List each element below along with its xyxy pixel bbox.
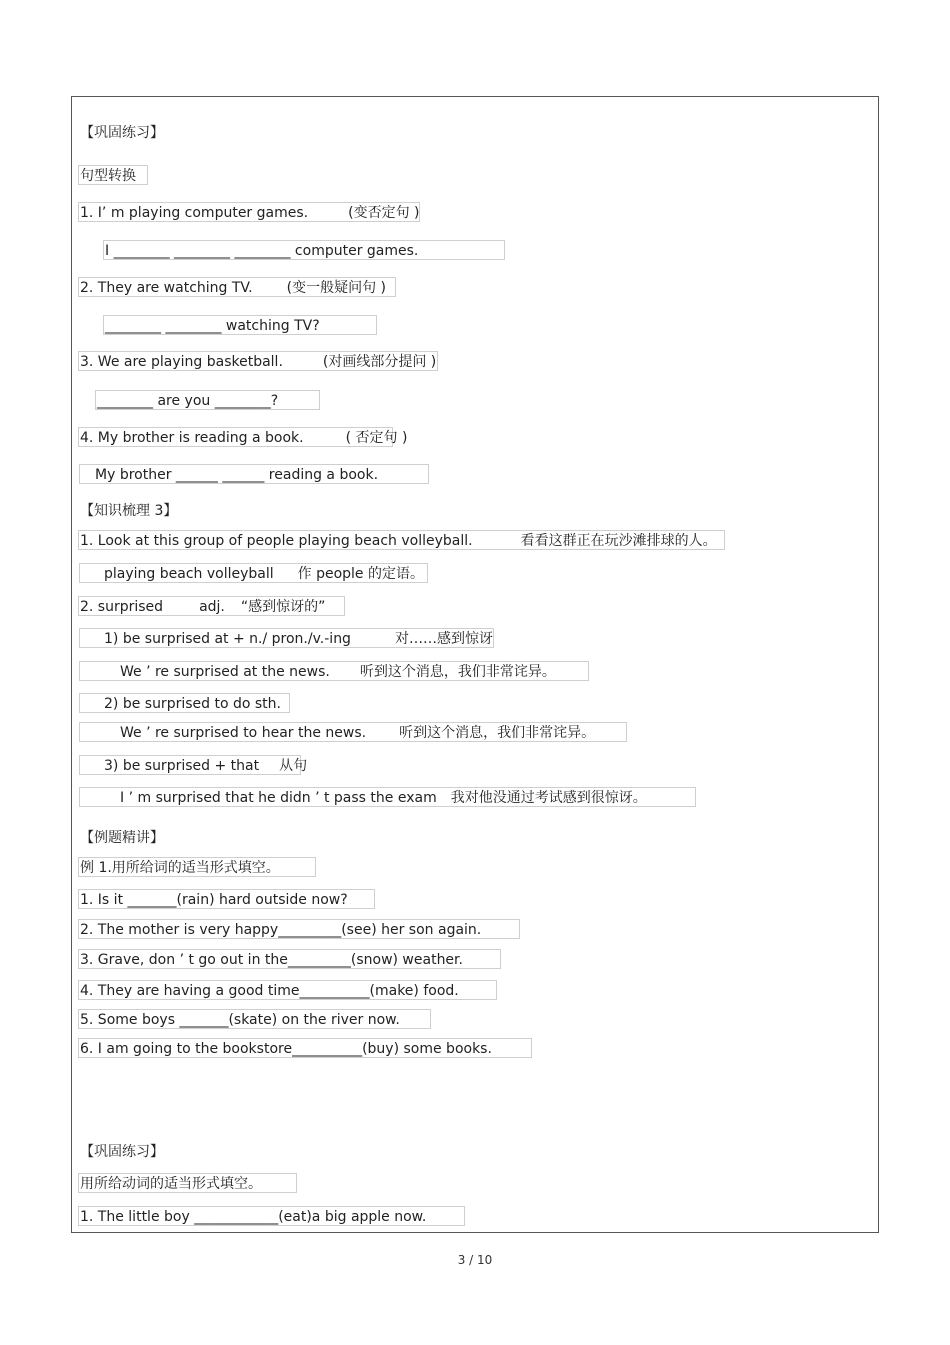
example-item-4: 4. They are having a good time__________(make) food. bbox=[78, 980, 497, 1000]
point-1-explanation: 作 people 的定语。 bbox=[297, 566, 424, 582]
point-2-pos: adj. bbox=[199, 599, 225, 615]
usage-3 bbox=[79, 755, 308, 775]
review-2-instruction: 用所给动词的适当形式填空。 bbox=[78, 1173, 297, 1193]
point-2 bbox=[78, 596, 345, 616]
usage-2: 2) be surprised to do sth. bbox=[79, 693, 290, 713]
q3-instruction: (对画线部分提问 ) bbox=[322, 354, 437, 370]
example-item-2: 2. The mother is very happy_________(see) her son again. bbox=[78, 919, 520, 939]
usage-3-pattern: 3) be surprised + that bbox=[104, 758, 260, 774]
usage-3-example-cn: 我对他没通过考试感到很惊讶。 bbox=[450, 790, 647, 806]
usage-1-example-en: We ’ re surprised at the news. bbox=[120, 664, 330, 680]
exercise-q1 bbox=[78, 202, 420, 222]
q2-instruction: (变一般疑问句 ) bbox=[286, 280, 387, 296]
exercise-q4 bbox=[78, 427, 408, 447]
usage-2-example bbox=[79, 722, 627, 742]
review-2-item-1: 1. The little boy ____________(eat)a big apple now. bbox=[78, 1206, 465, 1226]
q4-instruction: ( 否定句 ) bbox=[345, 430, 408, 446]
point-1-english: 1. Look at this group of people playing beach volleyball. bbox=[80, 533, 473, 549]
exercise-q3 bbox=[78, 351, 438, 371]
q3-sentence: 3. We are playing basketball. bbox=[80, 354, 283, 370]
answer-line-q3: ________ are you ________? bbox=[95, 390, 320, 410]
usage-1-pattern: 1) be surprised at + n./ pron./v.-ing bbox=[104, 631, 351, 647]
point-1-note bbox=[79, 563, 428, 583]
point-2-meaning: “感到惊讶的” bbox=[240, 599, 326, 615]
q1-sentence: 1. I’ m playing computer games. bbox=[80, 205, 309, 221]
answer-line-q4: My brother ______ ______ reading a book. bbox=[79, 464, 429, 484]
usage-1-meaning: 对……感到惊讶 bbox=[394, 631, 493, 647]
section-heading-examples: 【例题精讲】 bbox=[80, 830, 164, 846]
usage-3-example-en: I ’ m surprised that he didn ’ t pass the exam bbox=[120, 790, 437, 806]
example-item-6: 6. I am going to the bookstore__________(buy) some books. bbox=[78, 1038, 532, 1058]
page-number bbox=[0, 1253, 950, 1267]
example-item-3: 3. Grave, don ’ t go out in the_________(snow) weather. bbox=[78, 949, 501, 969]
q4-sentence: 4. My brother is reading a book. bbox=[80, 430, 304, 446]
example-item-1: 1. Is it _______(rain) hard outside now? bbox=[78, 889, 375, 909]
usage-3-example bbox=[79, 787, 696, 807]
section-heading-review: 【巩固练习】 bbox=[80, 125, 164, 141]
usage-1 bbox=[79, 628, 494, 648]
usage-2-example-en: We ’ re surprised to hear the news. bbox=[120, 725, 367, 741]
point-1-chinese: 看看这群正在玩沙滩排球的人。 bbox=[520, 533, 717, 549]
q2-sentence: 2. They are watching TV. bbox=[80, 280, 253, 296]
answer-line-q1: I ________ ________ ________ computer games. bbox=[103, 240, 505, 260]
example-item-5: 5. Some boys _______(skate) on the river now. bbox=[78, 1009, 431, 1029]
point-2-word: 2. surprised bbox=[80, 599, 164, 615]
page-current: 3 bbox=[457, 1253, 466, 1267]
usage-3-meaning: 从句 bbox=[279, 758, 308, 774]
point-1 bbox=[78, 530, 725, 550]
page-total: 10 bbox=[477, 1253, 493, 1267]
section-heading-knowledge: 【知识梳理 3】 bbox=[80, 503, 178, 519]
transform-heading: 句型转换 bbox=[78, 165, 148, 185]
usage-1-example bbox=[79, 661, 589, 681]
usage-2-example-cn: 听到这个消息，我们非常诧异。 bbox=[399, 725, 596, 741]
page-separator: / bbox=[469, 1253, 474, 1267]
exercise-q2 bbox=[78, 277, 396, 297]
usage-1-example-cn: 听到这个消息，我们非常诧异。 bbox=[359, 664, 556, 680]
q1-instruction: (变否定句 ) bbox=[348, 205, 420, 221]
examples-instruction: 例 1.用所给词的适当形式填空。 bbox=[78, 857, 316, 877]
section-heading-review-2: 【巩固练习】 bbox=[80, 1144, 164, 1160]
answer-line-q2: ________ ________ watching TV? bbox=[103, 315, 377, 335]
point-1-phrase: playing beach volleyball bbox=[104, 566, 274, 582]
